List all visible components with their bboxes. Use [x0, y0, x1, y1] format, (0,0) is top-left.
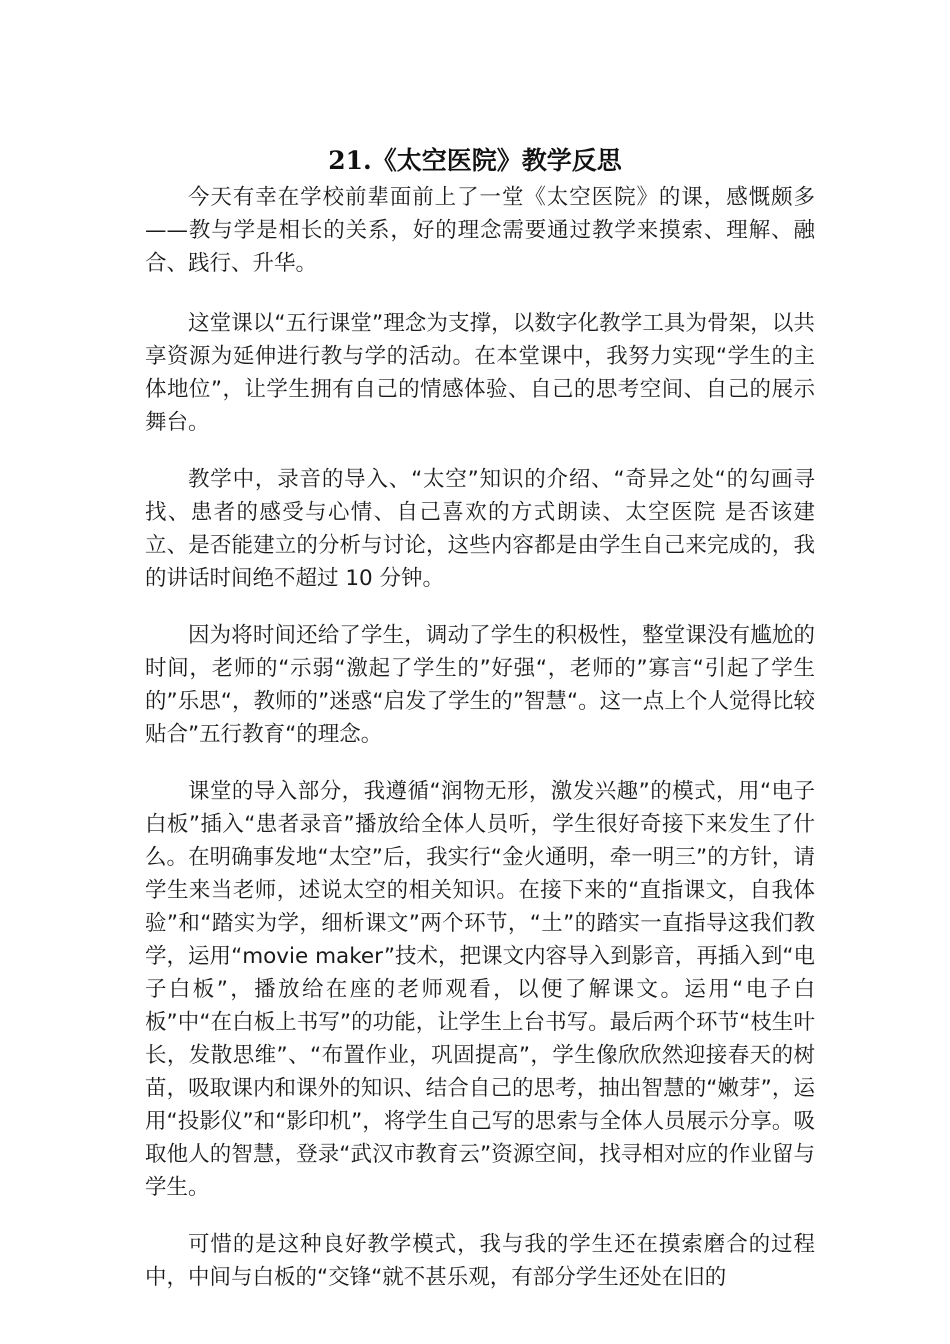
- paragraph-intro: 今天有幸在学校前辈面前上了一堂《太空医院》的课，感慨颇多——教与学是相长的关系，好的理念需要通过教学来摸索、理解、融合、践行、升华。: [145, 185, 815, 276]
- paragraph-lesson-structure: 课堂的导入部分，我遵循“润物无形，激发兴趣”的模式，用“电子白板”插入“患者录音”播放给全体人员听，学生很好奇接下来发生了什么。在明确事发地“太空”后，我实行“金火通明，牵一明三”的方针，请学生来当老师，述说太空的相关知识。在接下来的“直指课文，自我体验”和“踏实为学，细析课文”两个环节，“土”的踏实一直指导这我们教学，运用“movie maker”技术，把课文内容导入到影音，再插入到“电子白板”，播放给在座的老师观看，以便了解课文。运用“电子白板”中“在白板上书写”的功能，让学生上台书写。最后两个环节“枝生叶长，发散思维”、“布置作业，巩固提高”，学生像欣欣然迎接春天的树苗，吸取课内和课外的知识、结合自己的思考，抽出智慧的“嫩芽”，运用“投影仪”和“影印机”，将学生自己写的思索与全体人员展示分享。吸取他人的智慧，登录“武汉市教育云”资源空间，找寻相对应的作业留与学生。: [145, 779, 816, 1200]
- paragraph-student-engagement: 因为将时间还给了学生，调动了学生的积极性，整堂课没有尴尬的时间，老师的“示弱“激起了学生的”好强“，老师的”寡言“引起了学生的”乐思“，教师的”迷惑“启发了学生的”智慧“。这一点上个人觉得比较贴合”五行教育“的理念。: [145, 623, 815, 747]
- document-body: [145, 181, 815, 1318]
- paragraph-concept: 这堂课以“五行课堂”理念为支撑，以数字化教学工具为骨架，以共享资源为延伸进行教与学的活动。在本堂课中，我努力实现“学生的主体地位”，让学生拥有自己的情感体验、自己的思考空间、自己的展示舞台。: [145, 311, 815, 435]
- paragraph-teaching-content: 教学中，录音的导入、“太空”知识的介绍、“奇异之处“的勾画寻找、患者的感受与心情、自己喜欢的方式朗读、太空医院 是否该建立、是否能建立的分析与讨论，这些内容都是由学生自己来完成的，我的讲话时间绝不超过 10 分钟。: [145, 467, 815, 591]
- document-title: 21.《太空医院》教学反思: [328, 146, 622, 175]
- paragraph-reflection: 可惜的是这种良好教学模式，我与我的学生还在摸索磨合的过程中，中间与白板的“交锋“就不甚乐观，有部分学生还处在旧的: [145, 1232, 815, 1290]
